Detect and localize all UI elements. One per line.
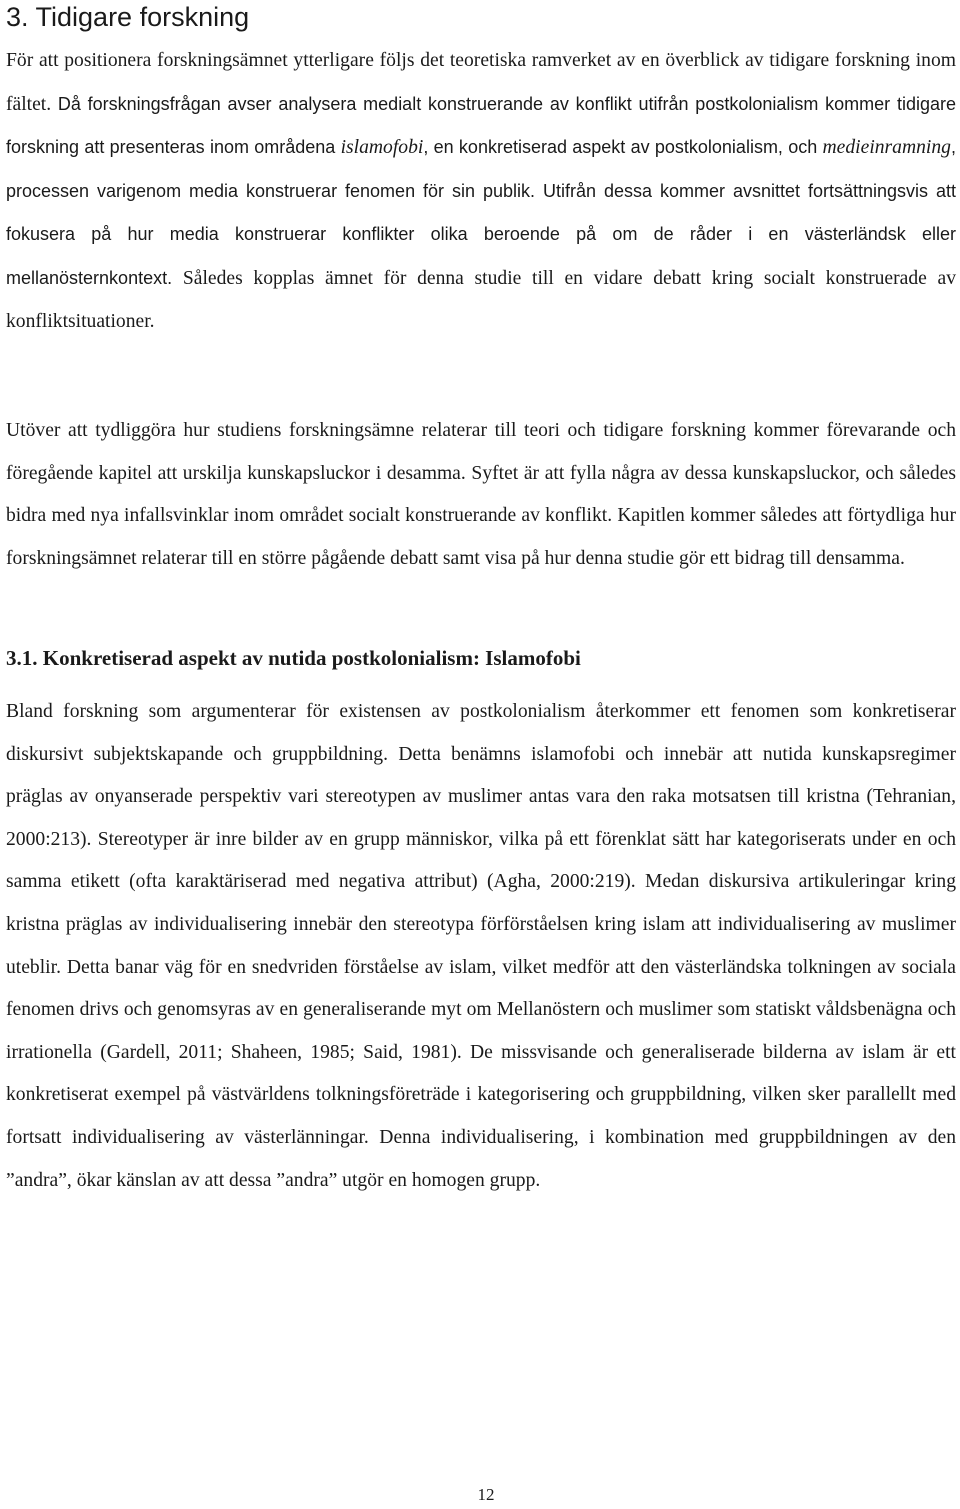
intro-paragraph-2 [6,410,956,580]
intro-sentence-4: Således kopplas ämnet för denna studie till en vidare debatt kring socialt konstruerade av konfliktsituationer. [6,267,956,332]
page-number: 12 [477,1485,495,1504]
intro-sentence-2b: , en konkretiserad aspekt av postkolonialism, och [423,137,823,158]
intro-term-medieinramning: medieinramning [822,137,951,159]
intro-sentence-2: Då forskningsfrågan avser analysera medialt konstruerande av konflikt utifrån postkolonialism kommer tidigare forskning att presenteras inom områdena [6,93,956,158]
section-paragraph: Bland forskning som argumenterar för existensen av postkolonialism återkommer ett fenomen som konkretiserar diskursivt subjektskapande och gruppbildning. Detta benämns islamofobi och innebär att nutida kunskapsregimer präglas av onyanserade perspektiv vari stereotypen av muslimer antas vara den raka motsatsen till kristna (Tehranian, 2000:213). Stereotyper är inre bilder av en grupp människor, vilka på ett förenklat sätt har kategoriserats under en och samma etikett (ofta karaktäriserad med negativa attribut) (Agha, 2000:219). Medan diskursiva artikuleringar kring kristna präglas av individualisering innebär den stereotypa förförståelsen kring islam att individualisering av muslimer uteblir. Detta banar väg för en snedvriden förståelse av islam, vilket medför att den västerländska tolkningen av sociala fenomen drivs och genomsyras av en generaliserande myt om Mellanöstern och muslimer som statiskt våldsbenägna och irrationella (Gardell, 2011; Shaheen, 1985; Said, 1981). De missvisande och generaliserade bilderna av islam är ett konkretiserat exempel på västvärldens tolkningsföreträde i kategorisering och gruppbildning, vilken sker parallellt med fortsatt individualisering av västerlänningar. Denna individualisering, i kombination med gruppbildningen av den ”andra”, ökar känslan av att dessa ”andra” utgör en homogen grupp. [6,701,956,1191]
intro-paragraph-1 [6,40,956,343]
intro-sentence-3: Utifrån dessa kommer avsnittet fortsättningsvis att fokusera på hur media konstruerar konflikter olika beroende på om de råder i en västerländsk eller mellanösternkontext. [6,180,956,288]
intro2-sentence-2: Syftet är att fylla några av dessa kunskapsluckor, och således bidra med nya infallsvinklar inom området socialt konstruerande av konflikt. [6,462,956,527]
intro-term-islamofobi: islamofobi [340,137,424,159]
intro2-sentence-1: Utöver att tydliggöra hur studiens forskningsämne relaterar till teori och tidigare forskning kommer förevarande och föregående kapitel att urskilja kunskapsluckor i desamma. [6,420,956,484]
intro-sentence-1: För att positionera forskningsämnet ytterligare följs det teoretiska ramverket av en överblick av tidigare forskning inom fältet. [6,50,956,115]
chapter-title: 3. Tidigare forskning [6,2,250,32]
intro2-sentence-3: Kapitlen kommer således att förtydliga hur forskningsämnet relaterar till en större pågående debatt samt visa på hur denna studie gör ett bidrag till densamma. [6,505,956,569]
intro-sentence-2c: , processen varigenom media konstruerar fenomen för sin publik. [6,137,956,201]
section-heading: 3.1. Konkretiserad aspekt av nutida postkolonialism: Islamofobi [6,646,581,670]
